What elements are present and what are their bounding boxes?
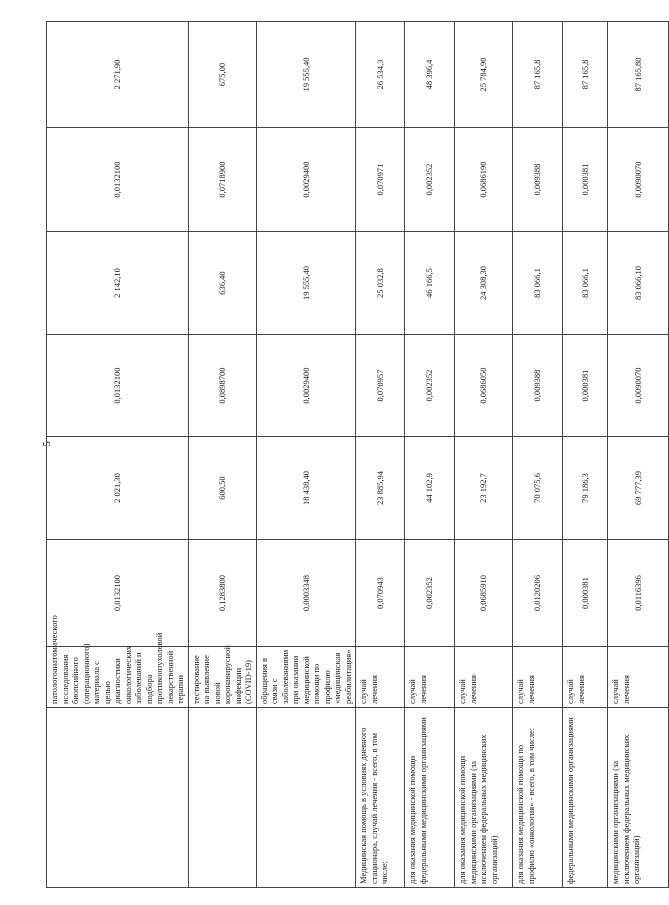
row-unit: случай лечения <box>513 647 563 708</box>
cell-value: 0,1283800 <box>188 540 256 647</box>
cell-value: 0,000381 <box>563 128 608 232</box>
cell-value: 25 032,8 <box>356 232 405 335</box>
cell-value: 0,009388 <box>513 128 563 232</box>
cell-value: 0,0685910 <box>455 540 513 647</box>
table-row <box>356 22 405 888</box>
cell-value: 0,002352 <box>405 540 455 647</box>
cell-value: 2 021,30 <box>47 437 189 540</box>
row-description <box>256 708 356 888</box>
cell-value: 600,50 <box>188 437 256 540</box>
cell-value: 0,0090070 <box>608 335 669 437</box>
cell-value: 87 165,8 <box>563 22 608 128</box>
cell-value: 23 885,94 <box>356 437 405 540</box>
row-description: для оказания медицинской помощи по профилю «онкология» - всего, в том числе: <box>513 708 563 888</box>
table-row <box>563 22 608 888</box>
cell-value: 0,0132100 <box>47 540 189 647</box>
table-row <box>513 22 563 888</box>
cell-value: 25 784,90 <box>455 22 513 128</box>
cell-value: 19 555,40 <box>256 232 356 335</box>
rotated-table-wrapper <box>46 22 643 888</box>
cell-value: 0,070943 <box>356 540 405 647</box>
cell-value: 0,0029400 <box>256 335 356 437</box>
cell-value: 48 396,4 <box>405 22 455 128</box>
cell-value: 2 142,10 <box>47 232 189 335</box>
cell-value: 0,0686050 <box>455 335 513 437</box>
cell-value: 0,000381 <box>563 335 608 437</box>
cell-value: 23 192,7 <box>455 437 513 540</box>
cell-value: 24 308,30 <box>455 232 513 335</box>
cell-value: 0,0686190 <box>455 128 513 232</box>
row-unit: обращения в связи с заболеваниями при оказании медицинской помощи по профилю «медицинская реабилитация» <box>256 647 356 708</box>
cell-value: 675,00 <box>188 22 256 128</box>
row-description <box>47 708 189 888</box>
cell-value: 0,0029400 <box>256 128 356 232</box>
row-unit: случай лечения <box>405 647 455 708</box>
cell-value: 0,0120206 <box>513 540 563 647</box>
cell-value: 83 066,10 <box>608 232 669 335</box>
table-row <box>47 22 189 888</box>
row-description: для оказания медицинской помощи медицинскими организациями (за исключением федеральных медицинских организаций) <box>455 708 513 888</box>
cell-value: 46 166,5 <box>405 232 455 335</box>
cell-value: 26 534,3 <box>356 22 405 128</box>
row-unit: случай лечения <box>455 647 513 708</box>
cell-value: 83 066,1 <box>563 232 608 335</box>
cell-value: 70 075,6 <box>513 437 563 540</box>
table-row <box>608 22 669 888</box>
cell-value: 0,070957 <box>356 335 405 437</box>
row-description <box>188 708 256 888</box>
cell-value: 636,40 <box>188 232 256 335</box>
cell-value: 0,002352 <box>405 128 455 232</box>
cell-value: 44 102,9 <box>405 437 455 540</box>
row-description: медицинскими организациями (за исключением федеральных медицинских организаций) <box>608 708 669 888</box>
row-unit: случай лечения <box>608 647 669 708</box>
row-unit: тестирование на выявление новой коронавирусной инфекции (COVID-19) <box>188 647 256 708</box>
cell-value: 79 186,3 <box>563 437 608 540</box>
row-description: Медицинская помощь в условиях дневного стационара, случай лечения - всего, в том числе: <box>356 708 405 888</box>
cell-value: 87 165,8 <box>513 22 563 128</box>
cell-value: 87 165,80 <box>608 22 669 128</box>
cell-value: 2 271,90 <box>47 22 189 128</box>
row-unit: случай лечения <box>356 647 405 708</box>
cell-value: 69 777,39 <box>608 437 669 540</box>
cell-value: 0,000381 <box>563 540 608 647</box>
cell-value: 18 438,40 <box>256 437 356 540</box>
table-row <box>405 22 455 888</box>
table-row <box>188 22 256 888</box>
cell-value: 0,0898700 <box>188 335 256 437</box>
cell-value: 0,0718900 <box>188 128 256 232</box>
cell-value: 0,0003348 <box>256 540 356 647</box>
cell-value: 0,0090070 <box>608 128 669 232</box>
cell-value: 0,0132100 <box>47 335 189 437</box>
row-description: для оказания медицинской помощи федеральными медицинскими организациями <box>405 708 455 888</box>
cell-value: 0,002352 <box>405 335 455 437</box>
cell-value: 19 555,40 <box>256 22 356 128</box>
row-unit: патологоанатомического исследования биопсийного (операционного) материала с целью диагностики онкологических заболеваний и подбора противоопухолевой лекарственной терапии <box>47 647 189 708</box>
row-description: федеральными медицинскими организациями <box>563 708 608 888</box>
row-unit: случай лечения <box>563 647 608 708</box>
cell-value: 0,009388 <box>513 335 563 437</box>
table-row <box>455 22 513 888</box>
financing-table <box>46 21 669 888</box>
cell-value: 0,070971 <box>356 128 405 232</box>
cell-value: 83 066,1 <box>513 232 563 335</box>
cell-value: 0,0116396 <box>608 540 669 647</box>
cell-value: 0,0132100 <box>47 128 189 232</box>
page-number: 5 <box>40 441 53 447</box>
table-row <box>256 22 356 888</box>
